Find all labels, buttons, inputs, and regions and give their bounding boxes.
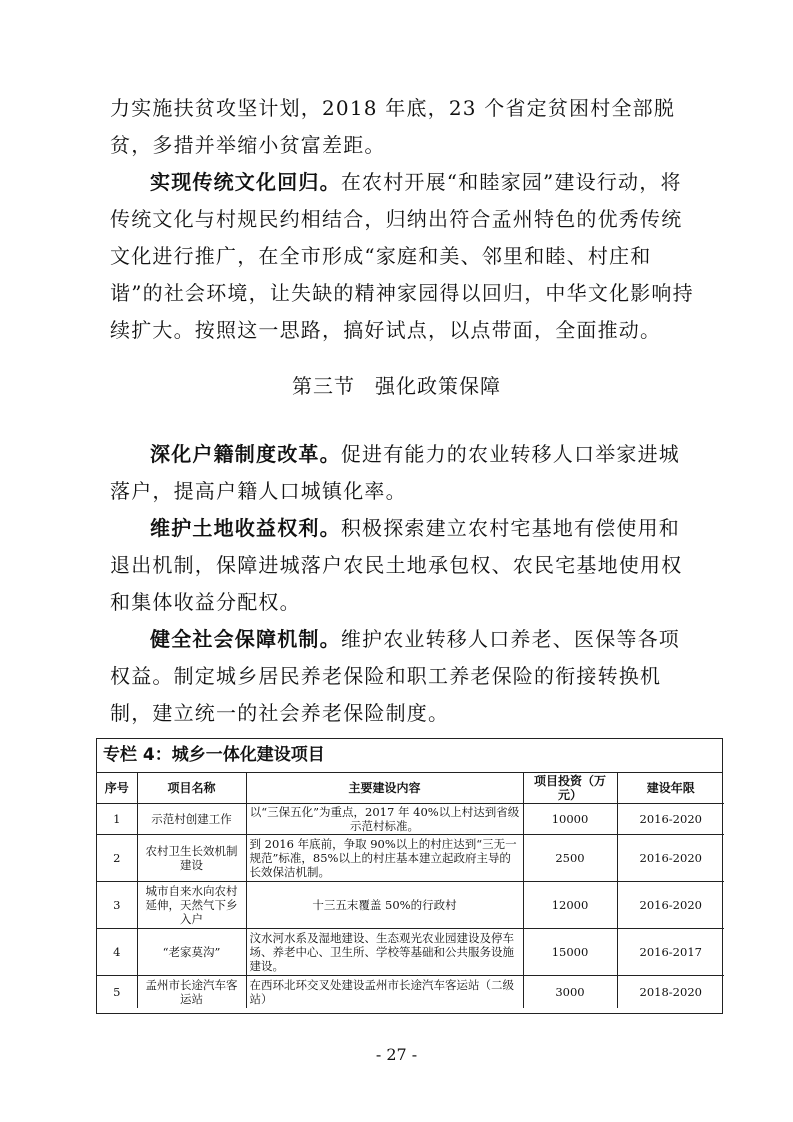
paragraph-text: 积极探索建立农村宅基地有偿使用和退出机制，保障进城落户农民土地承包权、农民宅基地使用权和集体收益分配权。 bbox=[110, 516, 683, 614]
paragraph-household bbox=[110, 436, 700, 510]
cell-no: 1 bbox=[97, 804, 137, 835]
header-name: 项目名称 bbox=[137, 773, 246, 804]
cell-invest: 2500 bbox=[523, 835, 617, 882]
header-invest: 项目投资（万元） bbox=[523, 773, 617, 804]
table-row bbox=[97, 929, 724, 976]
cell-period: 2016-2020 bbox=[617, 804, 724, 835]
cell-no: 3 bbox=[97, 882, 137, 929]
paragraph-lead: 健全社会保障机制。 bbox=[150, 627, 341, 651]
paragraph-lead: 维护土地收益权利。 bbox=[150, 516, 341, 540]
cell-period: 2016-2020 bbox=[617, 835, 724, 882]
cell-content: 十三五末覆盖 50%的行政村 bbox=[246, 882, 523, 929]
cell-period: 2018-2020 bbox=[617, 976, 724, 1008]
box-title: 专栏 4：城乡一体化建设项目 bbox=[97, 739, 722, 773]
cell-invest: 12000 bbox=[523, 882, 617, 929]
cell-content: 在西环北环交叉处建设孟州市长途汽车客运站（二级站） bbox=[246, 976, 523, 1008]
header-no: 序号 bbox=[97, 773, 137, 804]
paragraph-poverty: 力实施扶贫攻坚计划，2018 年底，23 个省定贫困村全部脱贫，多措并举缩小贫富差距。 bbox=[110, 96, 676, 157]
cell-name: 城市自来水向农村延伸，天然气下乡入户 bbox=[137, 882, 246, 929]
cell-name: 孟州市长途汽车客运站 bbox=[137, 976, 246, 1008]
page-number: - 27 - bbox=[375, 1045, 418, 1064]
paragraph-text: 促进有能力的农业转移人口举家进城落户，提高户籍人口城镇化率。 bbox=[110, 442, 681, 503]
cell-content: 汶水河水系及湿地建设、生态观光农业园建设及停车场、养老中心、卫生所、学校等基础和公共服务设施建设。 bbox=[246, 929, 523, 976]
project-box bbox=[96, 738, 723, 1014]
cell-no: 5 bbox=[97, 976, 137, 1008]
project-table bbox=[97, 773, 724, 1008]
cell-name: 示范村创建工作 bbox=[137, 804, 246, 835]
paragraph-text: 维护农业转移人口养老、医保等各项权益。制定城乡居民养老保险和职工养老保险的衔接转换机制，建立统一的社会养老保险制度。 bbox=[110, 627, 681, 725]
section-number: 第三节 bbox=[292, 374, 355, 398]
section-title: 强化政策保障 bbox=[375, 374, 501, 398]
cell-no: 4 bbox=[97, 929, 137, 976]
table-row bbox=[97, 804, 724, 835]
cell-period: 2016-2020 bbox=[617, 882, 724, 929]
paragraph-lead: 深化户籍制度改革。 bbox=[150, 442, 341, 466]
cell-period: 2016-2017 bbox=[617, 929, 724, 976]
header-content: 主要建设内容 bbox=[246, 773, 523, 804]
cell-no: 2 bbox=[97, 835, 137, 882]
paragraph-lead: 实现传统文化回归。 bbox=[150, 170, 341, 194]
cell-name: 农村卫生长效机制建设 bbox=[137, 835, 246, 882]
table-header-row bbox=[97, 773, 724, 804]
table-row bbox=[97, 835, 724, 882]
cell-invest: 10000 bbox=[523, 804, 617, 835]
paragraph-social-security bbox=[110, 621, 700, 732]
section-heading bbox=[0, 370, 793, 399]
header-period: 建设年限 bbox=[617, 773, 724, 804]
cell-invest: 15000 bbox=[523, 929, 617, 976]
table-row bbox=[97, 882, 724, 929]
cell-content: 以“三保五化”为重点，2017 年 40%以上村达到省级示范村标准。 bbox=[246, 804, 523, 835]
table-row bbox=[97, 976, 724, 1008]
paragraph-text: 在农村开展“和睦家园”建设行动，将传统文化与村规民约相结合，归纳出符合孟州特色的优秀传统文化进行推广，在全市形成“家庭和美、邻里和睦、村庄和谐”的社会环境，让失缺的精神家园得以回归，中华文化影响持续扩大。按照这一思路，搞好试点，以点带面，全面推动。 bbox=[110, 170, 694, 342]
paragraph-land bbox=[110, 510, 700, 621]
paragraph-culture bbox=[110, 164, 700, 349]
cell-invest: 3000 bbox=[523, 976, 617, 1008]
cell-name: “老家莫沟” bbox=[137, 929, 246, 976]
cell-content: 到 2016 年底前，争取 90%以上的村庄达到“三无一规范”标准，85%以上的村庄基本建立起政府主导的长效保洁机制。 bbox=[246, 835, 523, 882]
